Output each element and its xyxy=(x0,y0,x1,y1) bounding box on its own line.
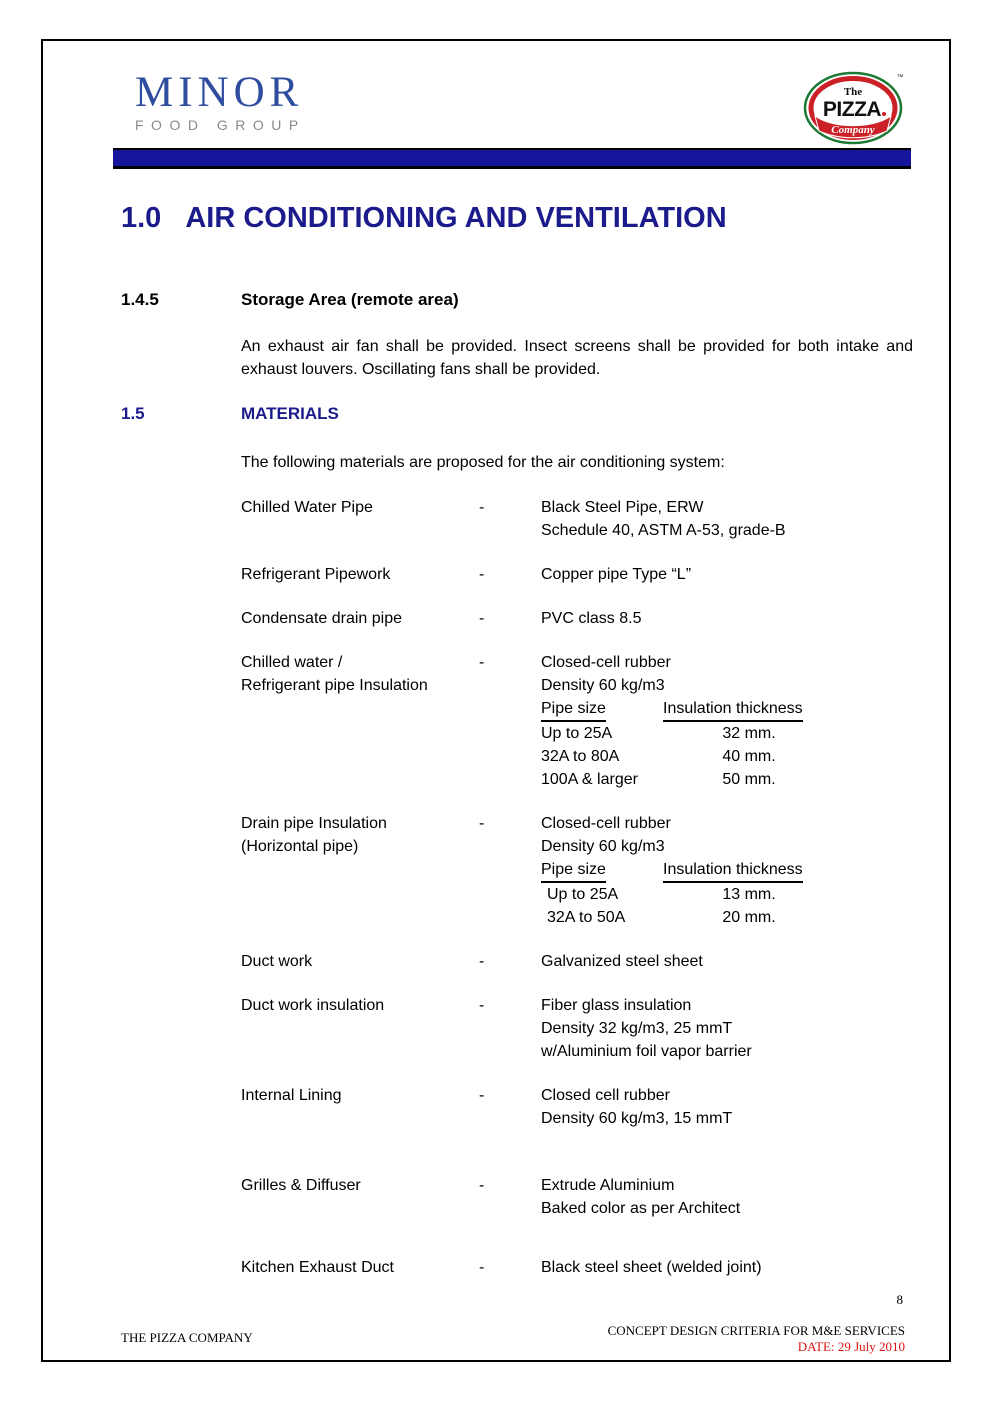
material-value xyxy=(541,563,909,586)
material-dash: - xyxy=(479,654,485,671)
material-dash: - xyxy=(479,953,485,970)
material-label xyxy=(241,1084,479,1130)
page-number: 8 xyxy=(896,1292,903,1307)
pizza-company-logo-icon xyxy=(803,67,907,147)
material-value xyxy=(541,496,909,542)
material-row xyxy=(241,651,909,791)
material-row xyxy=(241,994,909,1063)
pipe-table-header-cell xyxy=(663,697,835,722)
page-title xyxy=(121,200,909,236)
material-label xyxy=(241,651,479,791)
material-value xyxy=(541,812,909,929)
material-value-line: Schedule 40, ASTM A-53, grade-B xyxy=(541,522,786,539)
material-value-line: Fiber glass insulation xyxy=(541,997,692,1014)
pipe-table-cell: 50 mm. xyxy=(722,771,776,788)
material-value-line: Extrude Aluminium xyxy=(541,1177,675,1194)
material-value-line: Closed-cell rubber xyxy=(541,654,671,671)
pipe-size-table xyxy=(541,697,909,791)
material-value-line: w/Aluminium foil vapor barrier xyxy=(541,1043,752,1060)
materials-intro: The following materials are proposed for the air conditioning system: xyxy=(241,454,725,471)
section-title: MATERIALS xyxy=(241,404,339,423)
material-label xyxy=(241,563,479,586)
pipe-table-header-text: Pipe size xyxy=(541,697,606,722)
material-label-line: Chilled Water Pipe xyxy=(241,499,373,516)
material-value-line: Closed cell rubber xyxy=(541,1087,670,1104)
material-value xyxy=(541,1256,909,1279)
material-label-line: Refrigerant pipe Insulation xyxy=(241,677,428,694)
material-value xyxy=(541,1174,909,1220)
document-footer xyxy=(121,1323,905,1355)
material-row xyxy=(241,1174,909,1220)
pipe-table-cell: 32A to 80A xyxy=(541,748,620,765)
material-value-line: PVC class 8.5 xyxy=(541,610,642,627)
pipe-size-table xyxy=(541,858,909,929)
section-title: Storage Area (remote area) xyxy=(241,290,459,309)
material-value xyxy=(541,607,909,630)
pipe-table-cell: 32A to 50A xyxy=(547,909,626,926)
material-value-line: Galvanized steel sheet xyxy=(541,953,703,970)
footer-date: DATE: 29 July 2010 xyxy=(797,1339,905,1354)
pipe-table-cell: 100A & larger xyxy=(541,771,638,788)
material-dash: - xyxy=(479,1259,485,1276)
pipe-table-row xyxy=(541,745,909,768)
section-number: 1.5 xyxy=(121,404,145,423)
pipe-table-header-cell xyxy=(663,858,835,883)
material-label-line: Drain pipe Insulation xyxy=(241,815,387,832)
material-label-line: Condensate drain pipe xyxy=(241,610,403,627)
material-value-line: Density 60 kg/m3 xyxy=(541,838,665,855)
pipe-table-row xyxy=(541,906,909,929)
pipe-table-cell: 20 mm. xyxy=(722,909,776,926)
material-value-line: Copper pipe Type “L” xyxy=(541,566,692,583)
material-value xyxy=(541,950,909,973)
pipe-table-cell: Up to 25A xyxy=(541,725,613,742)
material-label-line: (Horizontal pipe) xyxy=(241,838,359,855)
pipe-table-header-row xyxy=(541,697,909,722)
material-label xyxy=(241,496,479,542)
page-frame xyxy=(41,39,951,1362)
document-header xyxy=(43,41,949,148)
material-dash: - xyxy=(479,566,485,583)
material-label xyxy=(241,950,479,973)
pipe-table-cell: 13 mm. xyxy=(722,886,776,903)
pizza-logo-company: Company xyxy=(831,124,875,136)
material-label xyxy=(241,607,479,630)
header-divider-bar xyxy=(113,148,911,169)
material-value-line: Density 60 kg/m3, 15 mmT xyxy=(541,1110,733,1127)
pipe-table-header-text: Insulation thickness xyxy=(663,697,803,722)
material-row xyxy=(241,950,909,973)
material-dash: - xyxy=(479,815,485,832)
pipe-table-row xyxy=(541,768,909,791)
material-dash: - xyxy=(479,1177,485,1194)
materials-list xyxy=(241,496,909,1279)
material-label-line: Chilled water / xyxy=(241,654,343,671)
pipe-table-header-cell xyxy=(541,858,663,883)
material-label-line: Grilles & Diffuser xyxy=(241,1177,361,1194)
pipe-table-header-cell xyxy=(541,697,663,722)
material-label xyxy=(241,812,479,929)
pipe-table-cell: Up to 25A xyxy=(547,886,619,903)
material-label-line: Duct work xyxy=(241,953,313,970)
material-value-line: Black Steel Pipe, ERW xyxy=(541,499,704,516)
section-1-5-heading xyxy=(121,402,909,426)
material-dash: - xyxy=(479,997,485,1014)
footer-right-block xyxy=(608,1323,905,1355)
pipe-table-row xyxy=(541,883,909,906)
material-value-line: Density 60 kg/m3 xyxy=(541,677,665,694)
material-label xyxy=(241,1256,479,1279)
material-row xyxy=(241,1256,909,1279)
material-value-line: Density 32 kg/m3, 25 mmT xyxy=(541,1020,733,1037)
brand-name: MINOR xyxy=(135,69,304,116)
material-label xyxy=(241,994,479,1063)
pipe-table-header-text: Pipe size xyxy=(541,858,606,883)
material-row xyxy=(241,607,909,630)
material-dash: - xyxy=(479,499,485,516)
material-row xyxy=(241,563,909,586)
material-label-line: Kitchen Exhaust Duct xyxy=(241,1259,394,1276)
material-row xyxy=(241,812,909,929)
material-row xyxy=(241,1084,909,1130)
title-text: AIR CONDITIONING AND VENTILATION xyxy=(185,202,727,234)
pipe-table-cell: 32 mm. xyxy=(722,725,776,742)
minor-food-group-logo xyxy=(135,71,306,132)
title-number: 1.0 xyxy=(121,202,162,234)
document-content xyxy=(43,200,949,1279)
brand-subtitle: FOOD GROUP xyxy=(135,117,306,133)
material-label xyxy=(241,1174,479,1220)
material-label-line: Internal Lining xyxy=(241,1087,342,1104)
material-value-line: Baked color as per Architect xyxy=(541,1200,741,1217)
pipe-table-header-text: Insulation thickness xyxy=(663,858,803,883)
material-row xyxy=(241,496,909,542)
section-1-4-5-heading xyxy=(121,288,909,312)
material-value xyxy=(541,1084,909,1130)
footer-company: THE PIZZA COMPANY xyxy=(121,1330,253,1345)
footer-doc-title: CONCEPT DESIGN CRITERIA FOR M&E SERVICES xyxy=(607,1323,905,1338)
material-value-line: Black steel sheet (welded joint) xyxy=(541,1259,762,1276)
material-value xyxy=(541,994,909,1063)
material-dash: - xyxy=(479,1087,485,1104)
pipe-table-header-row xyxy=(541,858,909,883)
pipe-table-row xyxy=(541,722,909,745)
material-value xyxy=(541,651,909,791)
trademark-symbol: ™ xyxy=(896,74,904,81)
section-1-4-5-paragraph: An exhaust air fan shall be provided. Insect screens shall be provided for both intake and exhaust louvers. Oscillating fans shall be provided. xyxy=(241,338,913,378)
material-value-line: Closed-cell rubber xyxy=(541,815,671,832)
pipe-table-cell: 40 mm. xyxy=(722,748,776,765)
material-label-line: Refrigerant Pipework xyxy=(241,566,391,583)
section-number: 1.4.5 xyxy=(121,290,159,309)
material-dash: - xyxy=(479,610,485,627)
pizza-logo-the: The xyxy=(843,86,863,98)
pizza-logo-pizza: PIZZA xyxy=(822,98,882,121)
material-label-line: Duct work insulation xyxy=(241,997,385,1014)
